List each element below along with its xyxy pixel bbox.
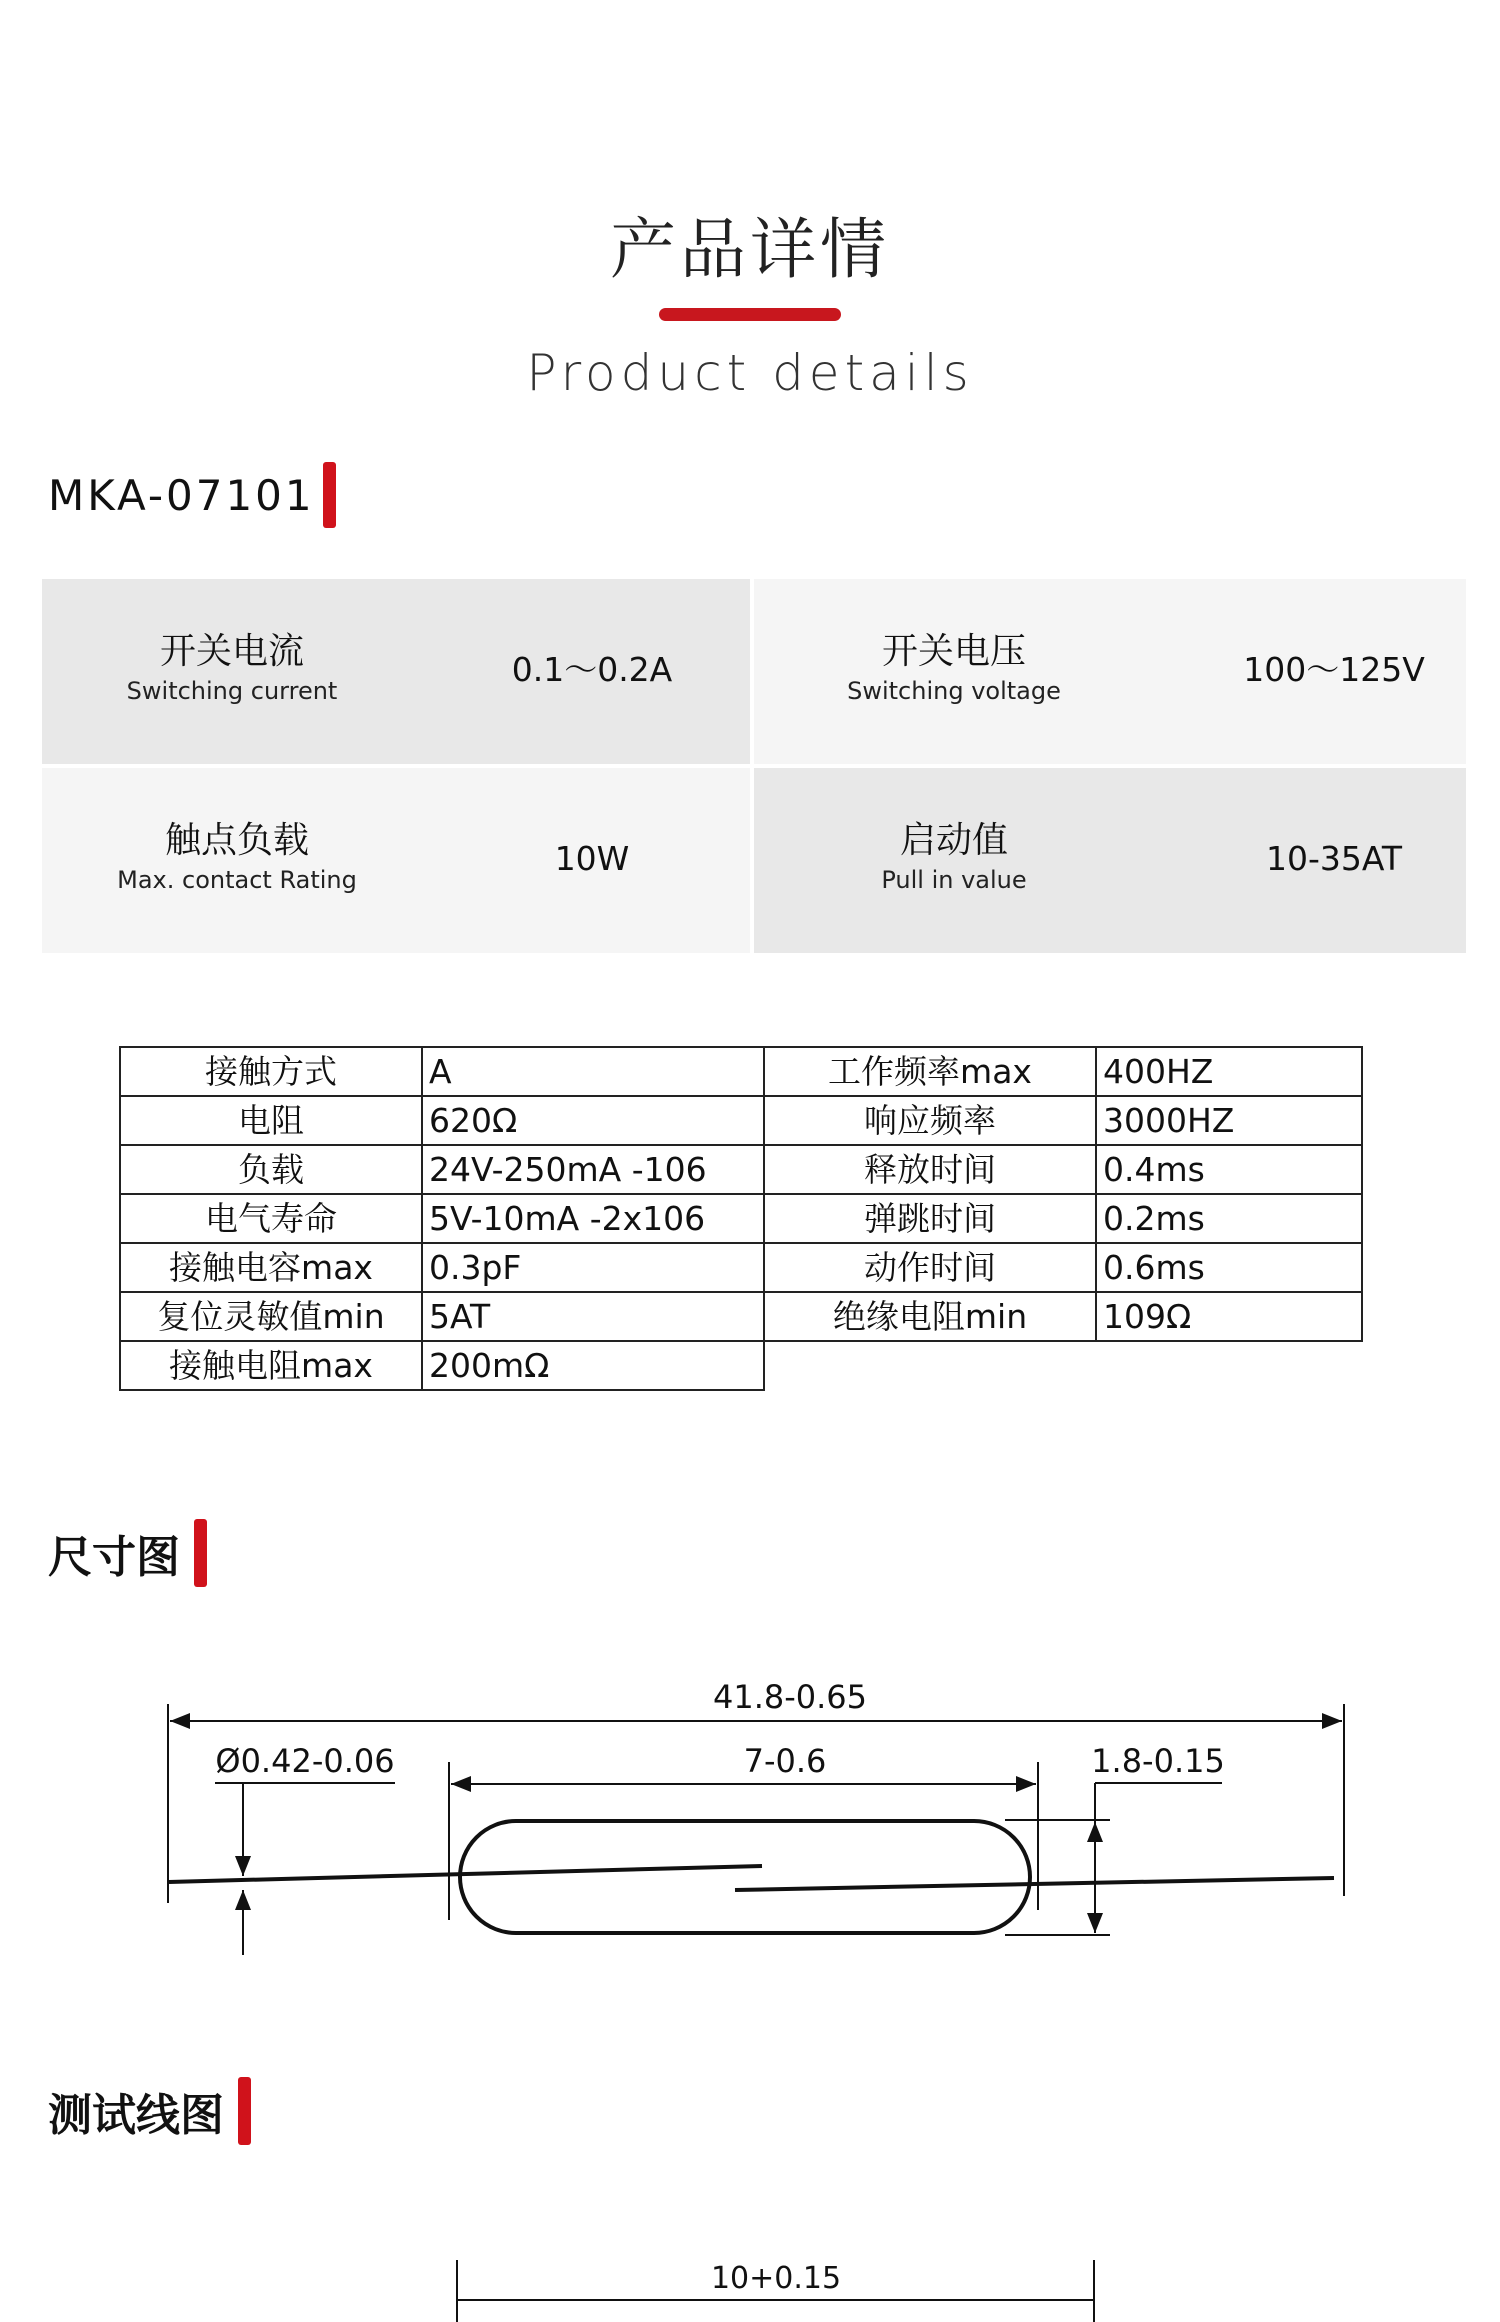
spec-value: 10W — [554, 839, 630, 878]
spec-label-cn: 开关电压 — [881, 631, 1026, 672]
param-name: 电气寿命 — [120, 1194, 422, 1243]
dimension-drawing — [0, 1650, 1500, 2010]
spec-label-en: Max. contact Rating — [117, 866, 357, 894]
spec-cell-switching-current — [42, 579, 750, 764]
param-value: 0.6ms — [1096, 1243, 1362, 1292]
model-marker — [323, 462, 336, 528]
spec-label-cn: 开关电流 — [159, 631, 304, 672]
table-row — [120, 1292, 1362, 1341]
test-marker — [238, 2077, 251, 2145]
param-value: A — [422, 1047, 764, 1096]
table-row — [120, 1194, 1362, 1243]
spec-grid — [42, 579, 1466, 953]
spec-value: 0.1～0.2A — [511, 650, 673, 689]
parameter-table — [119, 1046, 1363, 1391]
page-title: 产品详情 — [610, 211, 890, 288]
param-value: 24V-250mA -106 — [422, 1145, 764, 1194]
param-name: 释放时间 — [764, 1145, 1096, 1194]
glass-capsule — [460, 1821, 1030, 1933]
spec-label-en: Switching voltage — [847, 677, 1061, 705]
dimension-marker — [194, 1519, 207, 1587]
param-value: 400HZ — [1096, 1047, 1362, 1096]
param-name: 响应频率 — [764, 1096, 1096, 1145]
spec-label-en: Switching current — [126, 677, 338, 705]
dimension-heading — [48, 1518, 207, 1588]
param-value: 200mΩ — [422, 1341, 764, 1390]
spec-value: 10-35AT — [1265, 839, 1403, 878]
page-subtitle: Product details — [526, 344, 974, 402]
test-heading — [48, 2076, 251, 2146]
param-value: 5AT — [422, 1292, 764, 1341]
test-length-label: 10+0.15 — [710, 2261, 842, 2296]
glass-length-label: 7-0.6 — [743, 1742, 827, 1780]
lead-diameter-label: Ø0.42-0.06 — [215, 1742, 395, 1780]
param-name: 动作时间 — [764, 1243, 1096, 1292]
overall-length-label: 41.8-0.65 — [712, 1678, 868, 1716]
param-value: 0.2ms — [1096, 1194, 1362, 1243]
test-heading-text: 测试线图 — [48, 2090, 224, 2141]
param-value: 3000HZ — [1096, 1096, 1362, 1145]
param-value: 109Ω — [1096, 1292, 1362, 1341]
table-row — [120, 1145, 1362, 1194]
param-name: 弹跳时间 — [764, 1194, 1096, 1243]
spec-cell-switching-voltage — [754, 579, 1466, 764]
param-value: 0.4ms — [1096, 1145, 1362, 1194]
param-value: 0.3pF — [422, 1243, 764, 1292]
title-underline — [659, 308, 841, 321]
param-name: 工作频率max — [764, 1047, 1096, 1096]
param-name: 电阻 — [120, 1096, 422, 1145]
spec-label-cn: 启动值 — [899, 820, 1008, 861]
spec-label-en: Pull in value — [881, 866, 1027, 894]
param-name: 接触方式 — [120, 1047, 422, 1096]
spec-cell-contact-rating — [42, 768, 750, 953]
table-row — [120, 1243, 1362, 1292]
dimension-heading-text: 尺寸图 — [48, 1532, 180, 1583]
left-reed — [169, 1866, 762, 1882]
table-row — [120, 1341, 1362, 1390]
table-row — [120, 1096, 1362, 1145]
param-name: 负载 — [120, 1145, 422, 1194]
right-reed — [735, 1878, 1334, 1890]
model-heading — [48, 460, 336, 530]
spec-label-cn: 触点负载 — [164, 820, 309, 861]
test-line-drawing — [0, 2220, 1500, 2322]
table-row — [120, 1047, 1362, 1096]
spec-value: 100～125V — [1243, 650, 1425, 689]
param-value: 5V-10mA -2x106 — [422, 1194, 764, 1243]
model-name: MKA-07101 — [48, 470, 315, 520]
param-name: 复位灵敏值min — [120, 1292, 422, 1341]
param-name: 绝缘电阻min — [764, 1292, 1096, 1341]
param-name: 接触电阻max — [120, 1341, 422, 1390]
param-value: 620Ω — [422, 1096, 764, 1145]
spec-cell-pull-in — [754, 768, 1466, 953]
glass-diameter-label: 1.8-0.15 — [1091, 1742, 1225, 1780]
param-name: 接触电容max — [120, 1243, 422, 1292]
